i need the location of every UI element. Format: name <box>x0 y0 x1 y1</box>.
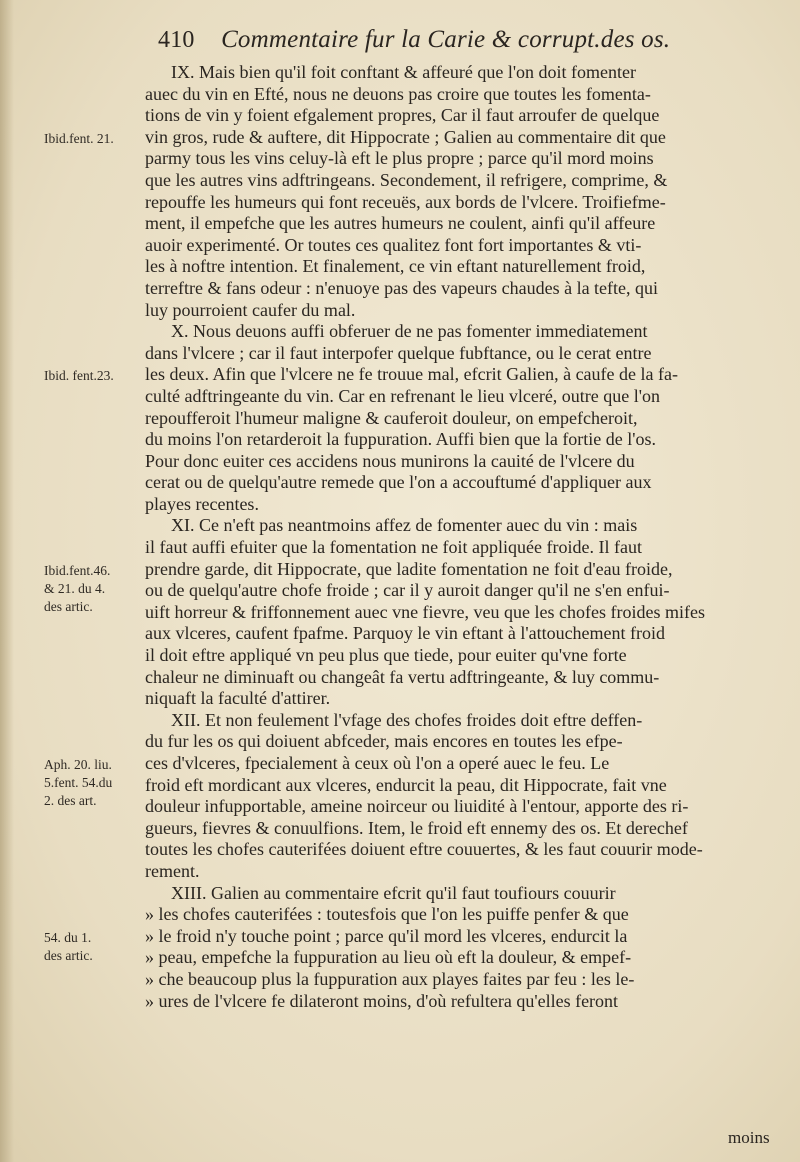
text-line: aux vlceres, caufent fpafme. Parquoy le vin eftant à l'attouchement froid <box>145 623 666 644</box>
text-line: luy pourroient caufer du mal. <box>145 299 356 320</box>
catchword: moins <box>728 1128 770 1147</box>
margin-note <box>44 130 144 148</box>
text-line: niquaft la faculté d'attirer. <box>145 688 331 709</box>
text-line: Pour donc euiter ces accidens nous munirons la cauité de l'vlcere du <box>145 450 635 471</box>
margin-note-line: & 21. du 4. <box>44 580 106 596</box>
text-line: du fur les os qui doiuent abfceder, mais encores en toutes les efpe- <box>145 731 623 752</box>
text-line: tions de vin y foient efgalement propres, Car il faut arroufer de quelque <box>145 105 660 126</box>
text-line: prendre garde, dit Hippocrate, que ladite fomentation ne foit d'eau froide, <box>145 558 673 579</box>
text-line: vin gros, rude & auftere, dit Hippocrate ; Galien au commentaire dit que <box>145 126 666 147</box>
text-line: » peau, empefche la fuppuration au lieu où eft la douleur, & empef- <box>145 947 632 968</box>
text-line: XI. Ce n'eft pas neantmoins affez de fomenter auec du vin : mais <box>171 515 638 536</box>
text-line: les à noftre intention. Et finalement, ce vin eftant naturellement froid, <box>145 256 646 277</box>
running-title: Commentaire fur la Carie & corrupt.des os. <box>221 26 671 53</box>
text-line: repoufferoit l'humeur maligne & cauferoit douleur, on empefcheroit, <box>145 407 638 428</box>
text-line: cerat ou de quelqu'autre remede que l'on a accouftumé d'appliquer aux <box>145 472 652 493</box>
text-line: il doit eftre appliqué vn peu plus que tiede, pour euiter qu'vne forte <box>145 645 627 666</box>
text-line: » le froid n'y touche point ; parce qu'il mord les vlceres, endurcit la <box>145 925 628 946</box>
text-line: ment, il empefche que les autres humeurs ne coulent, ainfi qu'il affeure <box>145 213 656 234</box>
text-line: que les autres vins adftringeans. Secondement, il refrigere, comprime, & <box>145 169 668 190</box>
margin-note <box>44 562 144 616</box>
text-line: uift horreur & friffonnement auec vne fievre, veu que les chofes froides mifes <box>145 601 705 622</box>
margin-note-line: 2. des art. <box>44 793 97 809</box>
text-line: » les chofes cauterifées : toutesfois que l'on les puiffe penfer & que <box>145 904 629 925</box>
text-line: chaleur ne diminuaft ou changeât fa vertu adftringeante, & luy commu- <box>145 666 660 687</box>
text-line: il faut auffi efuiter que la fomentation ne foit appliquée froide. Il faut <box>145 537 642 558</box>
text-line: » che beaucoup plus la fuppuration aux playes faites par feu : les le- <box>145 968 635 989</box>
margin-note-line: Aph. 20. liu. <box>44 757 112 773</box>
margin-note <box>44 929 144 965</box>
page-number: 410 <box>158 27 195 53</box>
text-line: auec du vin en Efté, nous ne deuons pas croire que toutes les fomenta- <box>145 83 651 104</box>
running-head <box>158 26 718 60</box>
text-line: dans l'vlcere ; car il faut interpofer quelque fubftance, ou le cerat entre <box>145 342 652 363</box>
margin-note-line: 54. du 1. <box>44 930 92 945</box>
text-line: toutes les chofes cauterifées doiuent eftre couuertes, & les faut couurir mode- <box>145 839 703 860</box>
text-line: repouffe les humeurs qui font receuës, aux bords de l'vlcere. Troifiefme- <box>145 191 666 212</box>
text-line: gueurs, fievres & conuulfions. Item, le froid eft ennemy des os. Et derechef <box>145 817 688 838</box>
text-line: X. Nous deuons auffi obferuer de ne pas fomenter immediatement <box>171 321 648 342</box>
margin-note-line: des artic. <box>44 948 93 963</box>
margin-note <box>44 756 144 810</box>
text-line: rement. <box>145 860 200 881</box>
text-line: playes recentes. <box>145 493 259 514</box>
text-line: les deux. Afin que l'vlcere ne fe trouue mal, efcrit Galien, à caufe de la fa- <box>145 364 678 385</box>
margin-note-line: 5.fent. 54.du <box>44 775 113 791</box>
text-line: douleur infupportable, ameine noirceur ou liuidité à l'entour, apporte des ri- <box>145 796 689 817</box>
page-binding-shadow <box>0 0 14 1162</box>
text-line: froid eft mordicant aux vlceres, endurcit la peau, dit Hippocrate, fait vne <box>145 774 667 795</box>
text-line: du moins l'on retarderoit la fuppuration. Auffi bien que la fortie de l'os. <box>145 429 657 450</box>
text-line: IX. Mais bien qu'il foit conftant & affeuré que l'on doit fomenter <box>171 62 637 82</box>
text-line: XII. Et non feulement l'vfage des chofes froides doit eftre deffen- <box>171 709 643 730</box>
text-line: parmy tous les vins celuy-là eft le plus propre ; parce qu'il mord moins <box>145 148 654 169</box>
body-text <box>145 62 787 1012</box>
margin-note-line: Ibid.fent.46. <box>44 562 111 578</box>
margin-note-line: des artic. <box>44 598 93 614</box>
text-line: auoir experimenté. Or toutes ces qualitez font fort importantes & vti- <box>145 234 642 255</box>
margin-note-line: Ibid. fent.23. <box>44 368 114 384</box>
text-line: ces d'vlceres, fpecialement à ceux où l'on a operé auec le feu. Le <box>145 753 610 773</box>
text-line: culté adftringeante du vin. Car en refrenant le lieu vlceré, outre que l'on <box>145 385 661 406</box>
text-line: XIII. Galien au commentaire efcrit qu'il faut toufiours couurir <box>171 882 616 903</box>
margin-note <box>44 367 144 385</box>
margin-note-line: Ibid.fent. 21. <box>44 130 114 146</box>
text-line: ou de quelqu'autre chofe froide ; car il y auroit danger qu'il ne s'en enfui- <box>145 580 670 601</box>
text-line: terreftre & fans odeur : n'enuoye pas des vapeurs chaudes à la tefte, qui <box>145 277 659 298</box>
text-line: » ures de l'vlcere fe dilateront moins, d'où refultera qu'elles feront <box>145 990 619 1011</box>
